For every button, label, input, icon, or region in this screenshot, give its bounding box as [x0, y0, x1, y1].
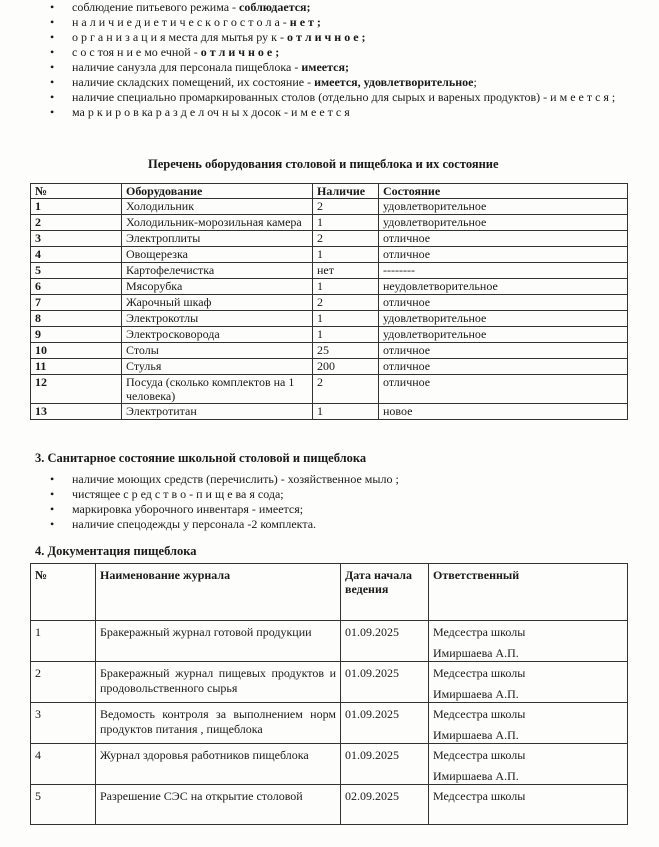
table-row: [31, 359, 628, 375]
cell-availability: 1: [313, 404, 379, 420]
cell-equipment: Электроплиты: [122, 231, 313, 247]
cell-availability: 1: [313, 279, 379, 295]
header-journal: Наименование журнала: [96, 564, 341, 621]
cell-journal: Бракеражный журнал пищевых продуктов и продовольственного сырья: [96, 662, 341, 703]
cell-condition: отличное: [379, 247, 628, 263]
cell-availability: 2: [313, 295, 379, 311]
responsible-name: Имиршаева А.П.: [433, 769, 519, 783]
table-row: [31, 263, 628, 279]
responsible-role: Медсестра школы: [433, 625, 526, 639]
cell-date: 01.09.2025: [341, 621, 429, 662]
cell-number: 6: [31, 279, 122, 295]
cell-equipment: Электросковорода: [122, 327, 313, 343]
header-number: №: [31, 564, 96, 621]
responsible-role: Медсестра школы: [433, 748, 526, 762]
section4-title: 4. Документация пищеблока: [35, 544, 197, 558]
cell-responsible: [429, 621, 628, 662]
cell-number: 4: [31, 247, 122, 263]
cell-condition: отличное: [379, 343, 628, 359]
cell-number: 12: [31, 375, 122, 404]
cell-number: 2: [31, 215, 122, 231]
cell-equipment: Столы: [122, 343, 313, 359]
cell-number: 5: [31, 263, 122, 279]
cell-availability: 1: [313, 247, 379, 263]
list-item: • наличие моющих средств (перечислить) - хозяйственное мыло ;: [50, 472, 399, 487]
cell-availability: 2: [313, 199, 379, 215]
list-item: [50, 30, 630, 45]
table-row: [31, 231, 628, 247]
cell-responsible: [429, 785, 628, 825]
cell-equipment: Овощерезка: [122, 247, 313, 263]
cell-journal: Бракеражный журнал готовой продукции: [96, 621, 341, 662]
table-row: [31, 199, 628, 215]
item-text: н а л и ч и е д и е т и ч е с к о г о с т о л а -: [72, 15, 290, 29]
item-value: о т л и ч н о е ;: [200, 45, 280, 59]
cell-journal: Разрешение СЭС на открытие столовой: [96, 785, 341, 825]
sanitary-list: [50, 472, 399, 532]
cell-number: 11: [31, 359, 122, 375]
header-responsible: Ответственный: [429, 564, 628, 621]
list-item: • наличие спецодежды у персонала -2 комплекта.: [50, 517, 399, 532]
item-text: с о с тоя н и е мо ечной -: [72, 45, 201, 59]
table-row: [31, 621, 628, 662]
cell-equipment: Холодильник-морозильная камера: [122, 215, 313, 231]
cell-equipment: Мясорубка: [122, 279, 313, 295]
cell-availability: 2: [313, 231, 379, 247]
header-equipment: Оборудование: [122, 184, 313, 199]
table-row: [31, 311, 628, 327]
responsible-role: Медсестра школы: [433, 666, 526, 680]
header-condition: Состояние: [379, 184, 628, 199]
cell-availability: 1: [313, 311, 379, 327]
cell-condition: удовлетворительное: [379, 199, 628, 215]
cell-equipment: Стулья: [122, 359, 313, 375]
item-text: о р г а н и з а ц и я места для мытья ру к -: [72, 30, 287, 44]
item-tail: ;: [473, 75, 477, 89]
cell-equipment: Картофелечистка: [122, 263, 313, 279]
documentation-table: [30, 563, 628, 825]
item-text: ма р к и р о в ка р а з д е л оч н ы х досок - и м е е т с я: [72, 105, 350, 119]
cell-number: 8: [31, 311, 122, 327]
cell-availability: 200: [313, 359, 379, 375]
cell-condition: отличное: [379, 375, 628, 404]
cell-journal: Ведомость контроля за выполнением норм продуктов питания , пищеблока: [96, 703, 341, 744]
table-row: [31, 375, 628, 404]
table-row: [31, 215, 628, 231]
cell-condition: --------: [379, 263, 628, 279]
cell-number: 13: [31, 404, 122, 420]
cell-condition: отличное: [379, 359, 628, 375]
list-item: [50, 15, 630, 30]
table-row: [31, 662, 628, 703]
responsible-role: Медсестра школы: [433, 789, 526, 803]
item-value: имеется;: [301, 60, 349, 74]
item-value: соблюдается;: [239, 0, 311, 14]
cell-equipment: Электротитан: [122, 404, 313, 420]
cell-number: 3: [31, 703, 96, 744]
table-row: [31, 744, 628, 785]
table-row: [31, 785, 628, 825]
item-text: соблюдение питьевого режима -: [72, 0, 240, 14]
table-row: [31, 404, 628, 420]
table-row: [31, 703, 628, 744]
cell-number: 9: [31, 327, 122, 343]
cell-date: 01.09.2025: [341, 662, 429, 703]
section3-title: 3. Санитарное состояние школьной столовой и пищеблока: [35, 451, 367, 465]
cell-equipment: Посуда (сколько комплектов на 1 человека): [122, 375, 313, 404]
header-availability: Наличие: [313, 184, 379, 199]
cell-equipment: Холодильник: [122, 199, 313, 215]
table-row: [31, 295, 628, 311]
cell-number: 3: [31, 231, 122, 247]
cell-condition: новое: [379, 404, 628, 420]
cell-condition: удовлетворительное: [379, 215, 628, 231]
cell-date: 02.09.2025: [341, 785, 429, 825]
list-item: [50, 45, 630, 60]
cell-equipment: Электрокотлы: [122, 311, 313, 327]
cell-availability: 1: [313, 327, 379, 343]
cell-responsible: [429, 744, 628, 785]
cell-responsible: [429, 703, 628, 744]
table-row: [31, 343, 628, 359]
header-date: Дата начала ведения: [341, 564, 429, 621]
cell-date: 01.09.2025: [341, 744, 429, 785]
cell-number: 2: [31, 662, 96, 703]
list-item: [50, 60, 630, 75]
item-text: наличие специально промаркированных столов (отдельно для сырых и вареных продуктов) - и м е е т с я ;: [72, 90, 616, 104]
item-value: о т л и ч н о е ;: [286, 30, 366, 44]
item-text: наличие санузла для персонала пищеблока -: [72, 60, 302, 74]
header-number: №: [31, 184, 122, 199]
table-row: [31, 327, 628, 343]
cell-number: 1: [31, 199, 122, 215]
cell-responsible: [429, 662, 628, 703]
item-value: имеется, удовлетворительное: [314, 75, 474, 89]
list-item: [50, 105, 630, 120]
cell-availability: 25: [313, 343, 379, 359]
list-item: • чистящее с р ед с т в о - п и щ е ва я сода;: [50, 487, 399, 502]
responsible-name: Имиршаева А.П.: [433, 728, 519, 742]
cell-availability: 2: [313, 375, 379, 404]
list-item: [50, 0, 630, 15]
cell-number: 4: [31, 744, 96, 785]
responsible-name: Имиршаева А.П.: [433, 646, 519, 660]
responsible-role: Медсестра школы: [433, 707, 526, 721]
cell-number: 10: [31, 343, 122, 359]
table-row: [31, 247, 628, 263]
list-item: • маркировка уборочного инвентаря - имеется;: [50, 502, 399, 517]
equipment-title: Перечень оборудования столовой и пищеблока и их состояние: [148, 157, 499, 171]
cell-number: 7: [31, 295, 122, 311]
list-item: [50, 90, 630, 105]
cell-condition: удовлетворительное: [379, 327, 628, 343]
cell-condition: удовлетворительное: [379, 311, 628, 327]
cell-equipment: Жарочный шкаф: [122, 295, 313, 311]
hygiene-list: [50, 0, 630, 120]
cell-number: 5: [31, 785, 96, 825]
cell-availability: нет: [313, 263, 379, 279]
table-row: [31, 279, 628, 295]
cell-journal: Журнал здоровья работников пищеблока: [96, 744, 341, 785]
cell-condition: неудовлетворительное: [379, 279, 628, 295]
item-text: наличие складских помещений, их состояние -: [72, 75, 315, 89]
list-item: [50, 75, 630, 90]
cell-number: 1: [31, 621, 96, 662]
cell-condition: отличное: [379, 231, 628, 247]
responsible-name: Имиршаева А.П.: [433, 687, 519, 701]
cell-date: 01.09.2025: [341, 703, 429, 744]
item-value: н е т ;: [289, 15, 321, 29]
equipment-table: [30, 183, 628, 420]
cell-availability: 1: [313, 215, 379, 231]
cell-condition: отличное: [379, 295, 628, 311]
